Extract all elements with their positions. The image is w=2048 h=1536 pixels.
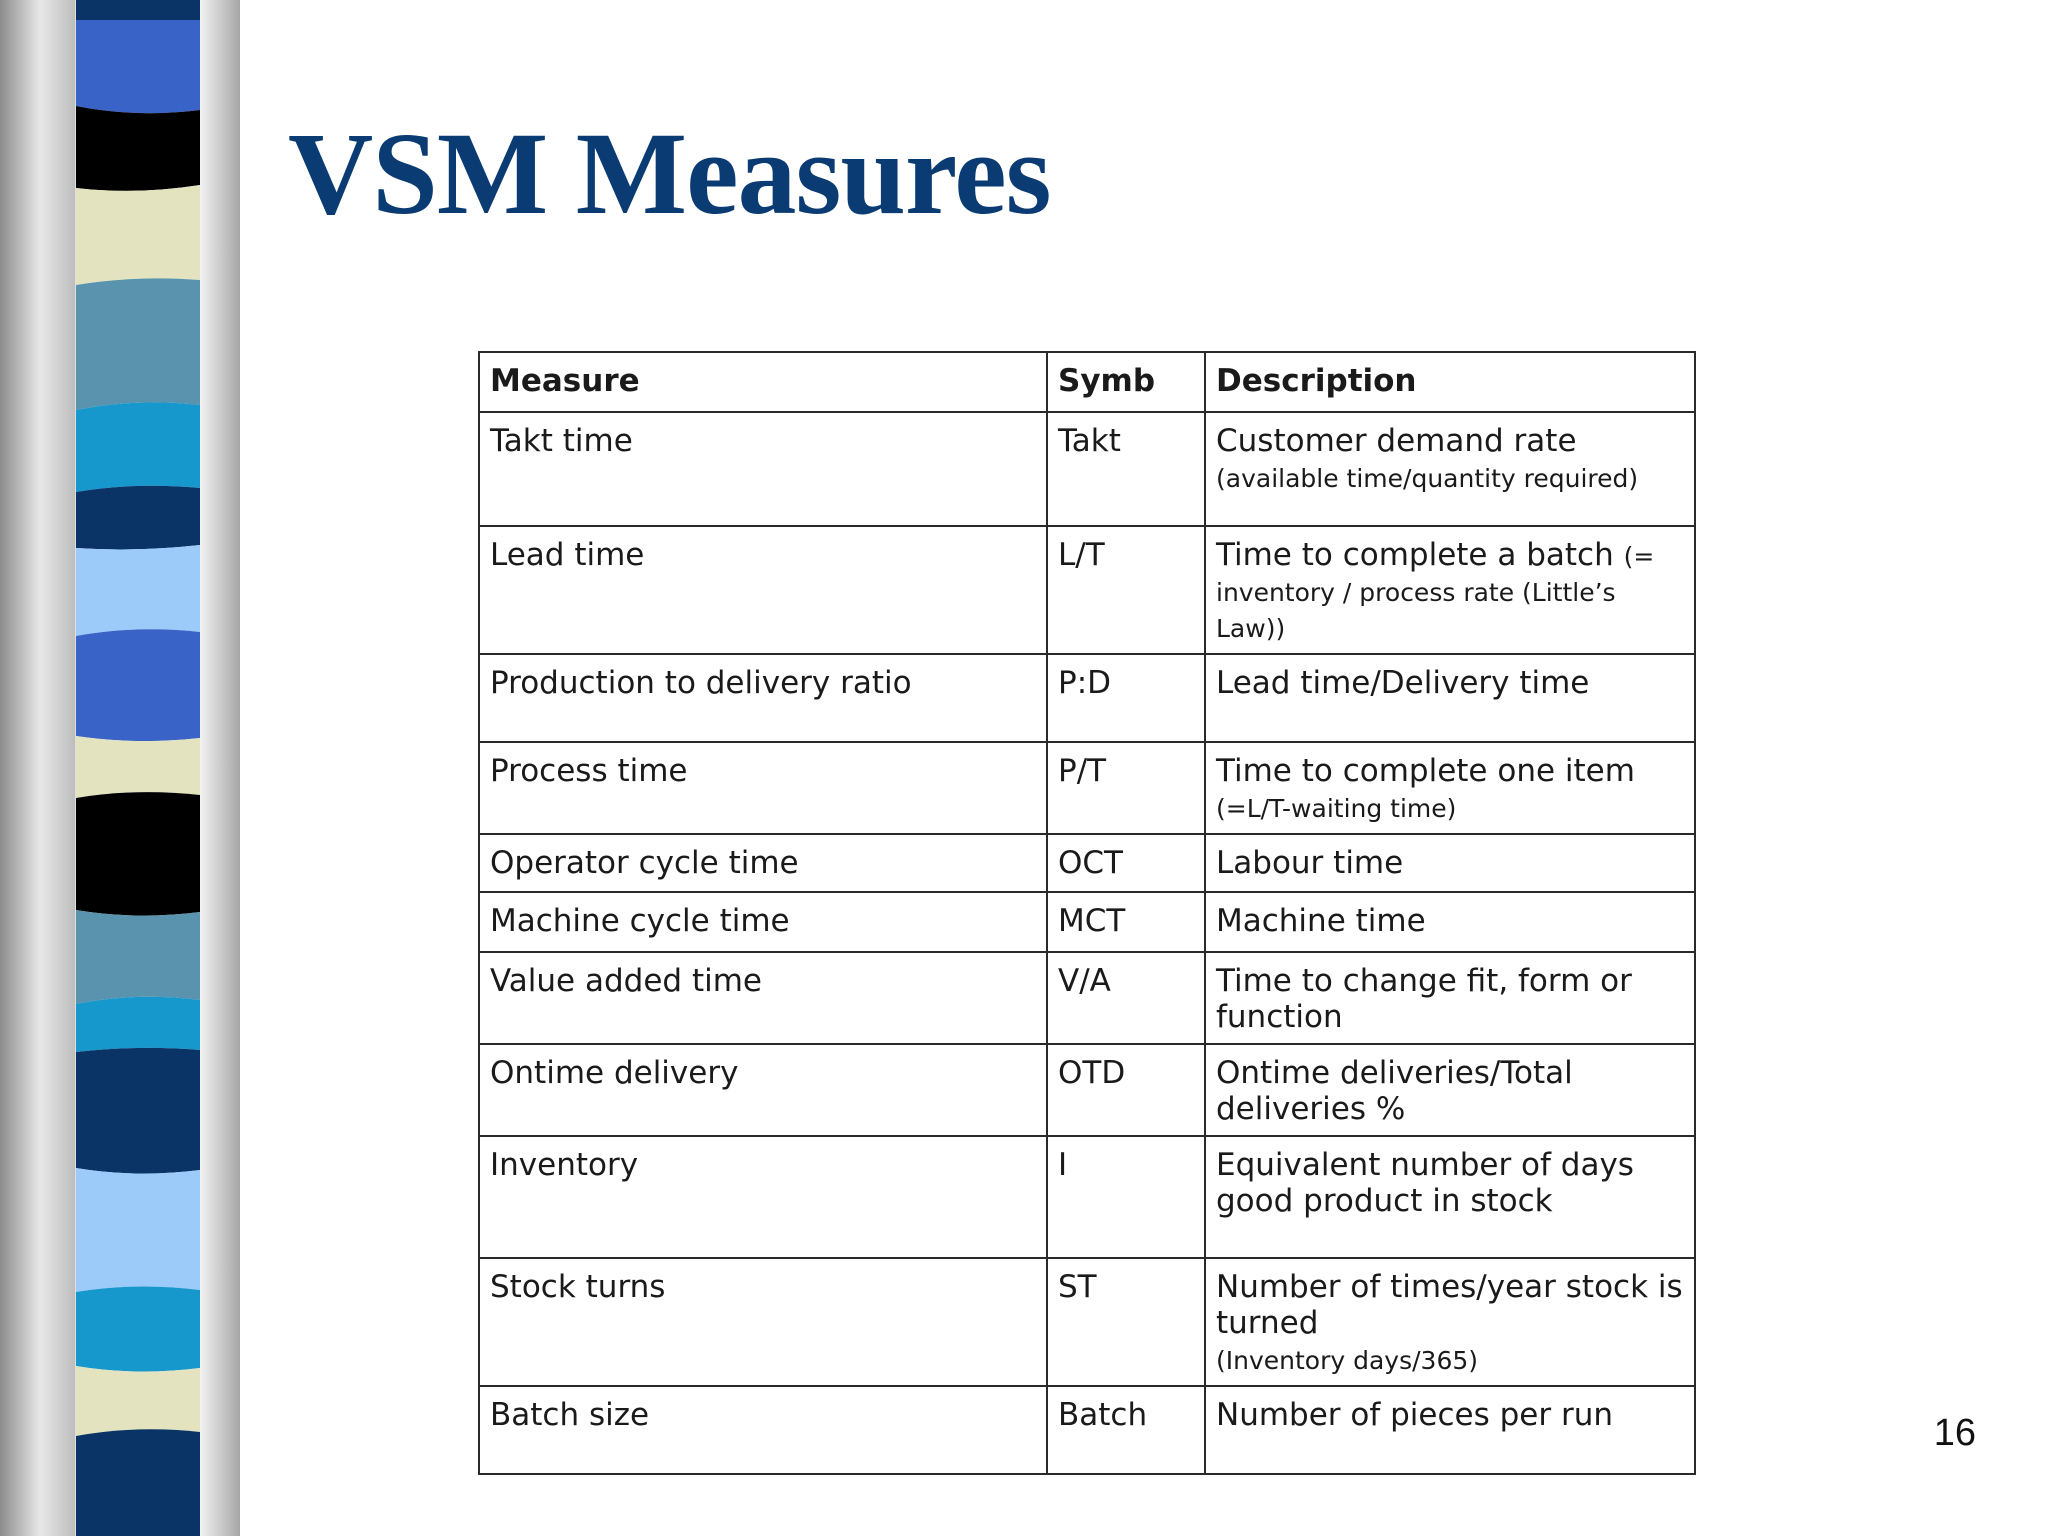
symb-cell: Takt [1047,412,1205,526]
symb-cell: OTD [1047,1044,1205,1136]
table-row [479,1386,1695,1474]
symb-cell: ST [1047,1258,1205,1386]
sidebar-shadow [200,0,240,1536]
description-cell: Number of pieces per run [1205,1386,1695,1474]
description-cell [1205,412,1695,526]
symb-cell: MCT [1047,892,1205,952]
description-cell: Equivalent number of days good product in stock [1205,1136,1695,1258]
description-text: Time to complete a batch [1216,537,1614,573]
measure-cell: Value added time [479,952,1047,1044]
table-row [479,834,1695,892]
description-cell: Machine time [1205,892,1695,952]
description-cell [1205,526,1695,654]
table-row [479,1136,1695,1258]
measure-cell: Machine cycle time [479,892,1047,952]
description-text: Number of times/year stock is turned [1216,1269,1683,1341]
description-cell [1205,742,1695,834]
table-header-row [479,352,1695,412]
slide-title: VSM Measures [288,108,1051,239]
table-row [479,1044,1695,1136]
table-row [479,412,1695,526]
description-cell [1205,1258,1695,1386]
description-cell: Ontime deliveries/Total deliveries % [1205,1044,1695,1136]
symb-cell: OCT [1047,834,1205,892]
description-text: Customer demand rate [1216,423,1577,459]
table-row [479,892,1695,952]
measure-cell: Production to delivery ratio [479,654,1047,742]
description-cell: Lead time/Delivery time [1205,654,1695,742]
header-measure: Measure [479,352,1047,412]
symb-cell: V/A [1047,952,1205,1044]
stripes-graphic [76,0,200,1536]
symb-cell: I [1047,1136,1205,1258]
decorative-stripes [76,0,200,1536]
page-number: 16 [1933,1412,1976,1454]
measure-cell: Lead time [479,526,1047,654]
table-row [479,1258,1695,1386]
measure-cell: Stock turns [479,1258,1047,1386]
table-row [479,952,1695,1044]
description-cell: Time to change fit, form or function [1205,952,1695,1044]
measure-cell: Inventory [479,1136,1047,1258]
symb-cell: Batch [1047,1386,1205,1474]
table-row [479,526,1695,654]
measure-cell: Operator cycle time [479,834,1047,892]
table-row [479,742,1695,834]
measure-cell: Takt time [479,412,1047,526]
measure-cell: Process time [479,742,1047,834]
symb-cell: L/T [1047,526,1205,654]
measures-table [478,351,1696,1475]
symb-cell: P:D [1047,654,1205,742]
description-note: (= inventory / process rate (Little’s Law)) [1216,542,1655,643]
decorative-sidebar [0,0,240,1536]
description-note: (Inventory days/365) [1216,1346,1479,1375]
description-cell: Labour time [1205,834,1695,892]
description-note: (=L/T-waiting time) [1216,794,1457,823]
table-row [479,654,1695,742]
measure-cell: Batch size [479,1386,1047,1474]
description-note: (available time/quantity required) [1216,464,1639,493]
description-text: Time to complete one item [1216,753,1635,789]
measure-cell: Ontime delivery [479,1044,1047,1136]
header-description: Description [1205,352,1695,412]
header-symb: Symb [1047,352,1205,412]
symb-cell: P/T [1047,742,1205,834]
